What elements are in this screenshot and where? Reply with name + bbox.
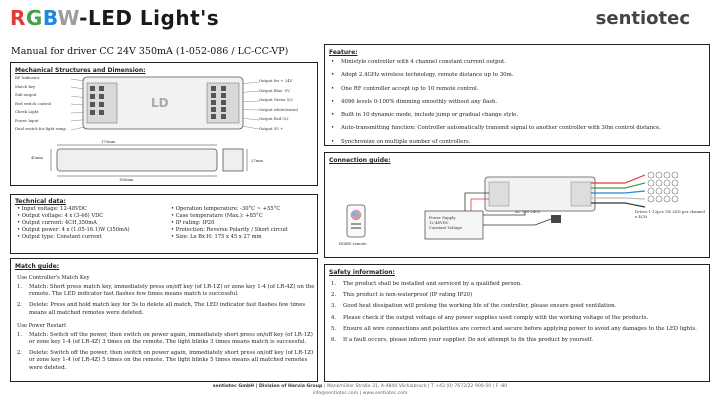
dim-175: 175mm <box>101 139 116 144</box>
page-title <box>10 6 219 30</box>
tech-left-0: • Input voltage: 12-48VDC <box>17 206 88 212</box>
title-b: B <box>42 6 58 30</box>
label-left-0: RF Indicator <box>15 75 40 80</box>
match-sub2: Use Power Restart <box>17 322 67 329</box>
tech-right-3: • Protection: Reverse Polarity / Short circuit <box>171 227 288 233</box>
safety-box <box>324 264 710 382</box>
dim-45: 45mm <box>31 155 44 160</box>
footer <box>0 384 720 397</box>
match-content <box>17 275 315 376</box>
label-right-1: Output Blue -5V <box>259 87 291 93</box>
match-sub1: Use Controller's Match Key <box>17 275 90 281</box>
tech-right-1: • Case temperature (Max.): +85°C <box>171 213 263 219</box>
feature-item-6: • Synchronize on multiple number of controllers. <box>331 139 703 146</box>
dim-27: 27mm <box>251 158 264 163</box>
match1-text-0: Match: Short press match key, immediately press on/off key (of LR-1Z) or zone key 1-4 (of LR-4Z) on the remote. The LED indicator fast flashes few times means match is successful. <box>29 284 315 298</box>
feature-item-2: • One RF controller accept up to 10 remote control. <box>331 86 703 93</box>
label-left-4: Cheek Light <box>15 109 39 114</box>
tech-left-3: • Output power: 4 x (1.05-16.1)W (350mA) <box>17 227 130 233</box>
match1-item-1: 2. Delete: Press and hold match key for 5s to delete all match, The LED indicator fast flashes few times means all matched remotes were deleted. <box>17 302 306 316</box>
tech-right-2: • IP rating: IP20 <box>171 220 215 226</box>
technical-right <box>171 206 317 241</box>
tech-left-4: • Output type: Constant current <box>17 234 102 240</box>
label-right-0: Output for + 24V <box>259 78 293 83</box>
safety-text-0: The product shall be installed and serviced by a qualified person. <box>343 281 522 287</box>
title-w: W <box>57 6 80 30</box>
conn-remote: RGBW remote <box>339 241 367 246</box>
device-top-view <box>11 63 317 185</box>
feature-box <box>324 44 710 146</box>
label-left-3: Red switch control <box>15 100 52 106</box>
safety-text-3: Please check if the output voltage of any power supplies used comply with the working voltage of the products. <box>343 314 649 321</box>
title-rest: -LED Light's <box>79 6 220 30</box>
safety-item-4: 5. Ensure all wire connections and polarities are correct and secure before applying power to avoid any damages to the LED lights. <box>331 325 697 332</box>
conn-drives: Drives 1-12pcs 1W LED per channel x 4CH <box>635 209 705 219</box>
svg-text:LD: LD <box>151 96 169 110</box>
dim-160: 160mm <box>119 177 134 182</box>
match-list-2 <box>17 332 315 372</box>
safety-item-1: 2. This product is non-waterproof (IP rating IP20) <box>331 292 473 299</box>
connection-box <box>324 152 710 258</box>
feature-list <box>331 59 703 152</box>
tech-right-0: • Operation temperature: -30°C ~ +55°C <box>171 206 281 212</box>
footer-company: sentiotec GmbH | Division of Harvia Group <box>212 384 323 389</box>
safety-text-4: Ensure all wire connections and polarities are correct and secure before applying power to avoid any damages to the LED lights. <box>343 325 697 332</box>
feature-item-1: • Adopt 2.4GHz wireless technology, remote distance up to 30m. <box>331 72 703 79</box>
match2-item-0: 1. Match: Switch off the power, then switch on power again, immediately short press on/off key (of LR-1Z) or zone key 1-4 (of LR-4Z) 3 times on the remote. The light blinks 3 times means match is successful. <box>17 331 313 346</box>
tech-left-2: • Output current: 4CH,350mA <box>17 220 97 226</box>
safety-text-1: This product is non-waterproof (IP rating IP20) <box>343 292 473 299</box>
feature-item-4: • Built in 10 dynamic mode, include jump or gradual change style. <box>331 112 703 119</box>
feature-heading: Feature: <box>329 49 358 56</box>
feature-item-0: • Ministyle controller with 4 channel constant current output. <box>331 59 703 66</box>
tech-right-4: • Size: Lx Bx H: 175 x 45 x 27 mm <box>171 234 262 240</box>
match1-text-1: Delete: Press and hold match key for 5s to delete all match, The LED indicator fast flashes few times means all matched remotes were deleted. <box>29 302 306 316</box>
label-left-6: Dual switch for light ramp <box>15 126 66 131</box>
footer-contact: info@sentiotec.com | www.sentiotec.com <box>312 390 408 396</box>
label-left-2: Sub-output <box>15 92 37 97</box>
mechanical-heading: Mechanical Structures and Dimension: <box>15 67 146 74</box>
match2-item-1: 2. Delete: Switch off the power, then switch on power again, immediately short press on/off key (of LR-1Z) or zone key 1-4 (of LR-4Z) 5 times on the remote. The light blinks 5 times means all matched remotes were deleted. <box>17 350 314 371</box>
label-right-5: Output 5V + <box>259 125 284 131</box>
technical-heading: Technical data: <box>15 198 66 205</box>
match1-item-0: 1. Match: Short press match key, immediately press on/off key (of LR-1Z) or zone key 1-4 (of LR-4Z) on the remote. The LED indicator fast flashes few times means match is successful. <box>17 284 315 298</box>
conn-psu: Power Supply 12-48VDC Constant Voltage <box>429 215 462 230</box>
safety-item-0: 1. The product shall be installed and serviced by a qualified person. <box>331 281 522 287</box>
footer-address: | Wankmüller Straße 31, A-4840 Vöcklabruck | T +43 (0) 7672/22 900-50 | F -80 <box>322 384 508 389</box>
mechanical-box <box>10 62 318 186</box>
match-list-1 <box>17 284 315 317</box>
title-r: R <box>10 6 26 30</box>
match-heading: Match guide: <box>15 263 60 270</box>
subtitle: Manual for driver CC 24V 350mA (1-052-086 / LC-CC-VP) <box>11 46 289 57</box>
label-right-2: Output Green 0/2 <box>259 97 293 102</box>
safety-heading: Safety information: <box>329 269 395 276</box>
connection-diagram <box>325 153 709 257</box>
safety-item-5: 6. If a fault occurs, please inform your supplier. Do not attempt to fix this product by yourself. <box>331 337 594 344</box>
match2-text-0: Match: Switch off the power, then switch on power again, immediately short press on/off key (of LR-1Z) or zone key 1-4 (of LR-4Z) 3 times on the remote. The light blinks 3 times means match is successful. <box>29 331 313 346</box>
safety-item-3: 4. Please check if the output voltage of any power supplies used comply with the working voltage of the products. <box>331 314 649 321</box>
safety-text-5: If a fault occurs, please inform your supplier. Do not attempt to fix this product by yourself. <box>343 337 594 344</box>
tech-left-1: • Output voltage: 4 x (3-46) VDC <box>17 213 104 219</box>
technical-left <box>17 206 167 241</box>
safety-item-2: 3. Good heat dissipation will prolong the working life of the controller, please ensure good ventilation. <box>331 303 617 310</box>
title-g: G <box>25 6 43 30</box>
safety-text-2: Good heat dissipation will prolong the working life of the controller, please ensure good ventilation. <box>343 303 617 310</box>
label-left-1: Match key <box>15 83 36 89</box>
feature-item-5: • Auto-transmitting function: Controller automatically transmit signal to another controller with 30m control distance. <box>331 125 703 132</box>
brand-logo: sentiotec <box>595 8 690 29</box>
technical-box <box>10 194 318 254</box>
match-box <box>10 258 318 382</box>
feature-item-3: • 4096 levels 0-100% dimming smoothly without any flash. <box>331 99 703 106</box>
safety-list <box>331 281 705 348</box>
conn-ac: AC 100-240V <box>515 209 541 214</box>
label-right-3: Output white(warm) <box>259 106 299 112</box>
label-left-5: Power Input <box>15 117 39 123</box>
connection-heading: Connection guide: <box>329 157 391 164</box>
match2-text-1: Delete: Switch off the power, then switch on power again, immediately short press on/off key (of LR-1Z) or zone key 1-4 (of LR-4Z) 5 times on the remote. The light blinks 5 times means all matched remotes were deleted. <box>29 350 314 371</box>
label-right-4: Output Red 0/2 <box>259 116 289 121</box>
